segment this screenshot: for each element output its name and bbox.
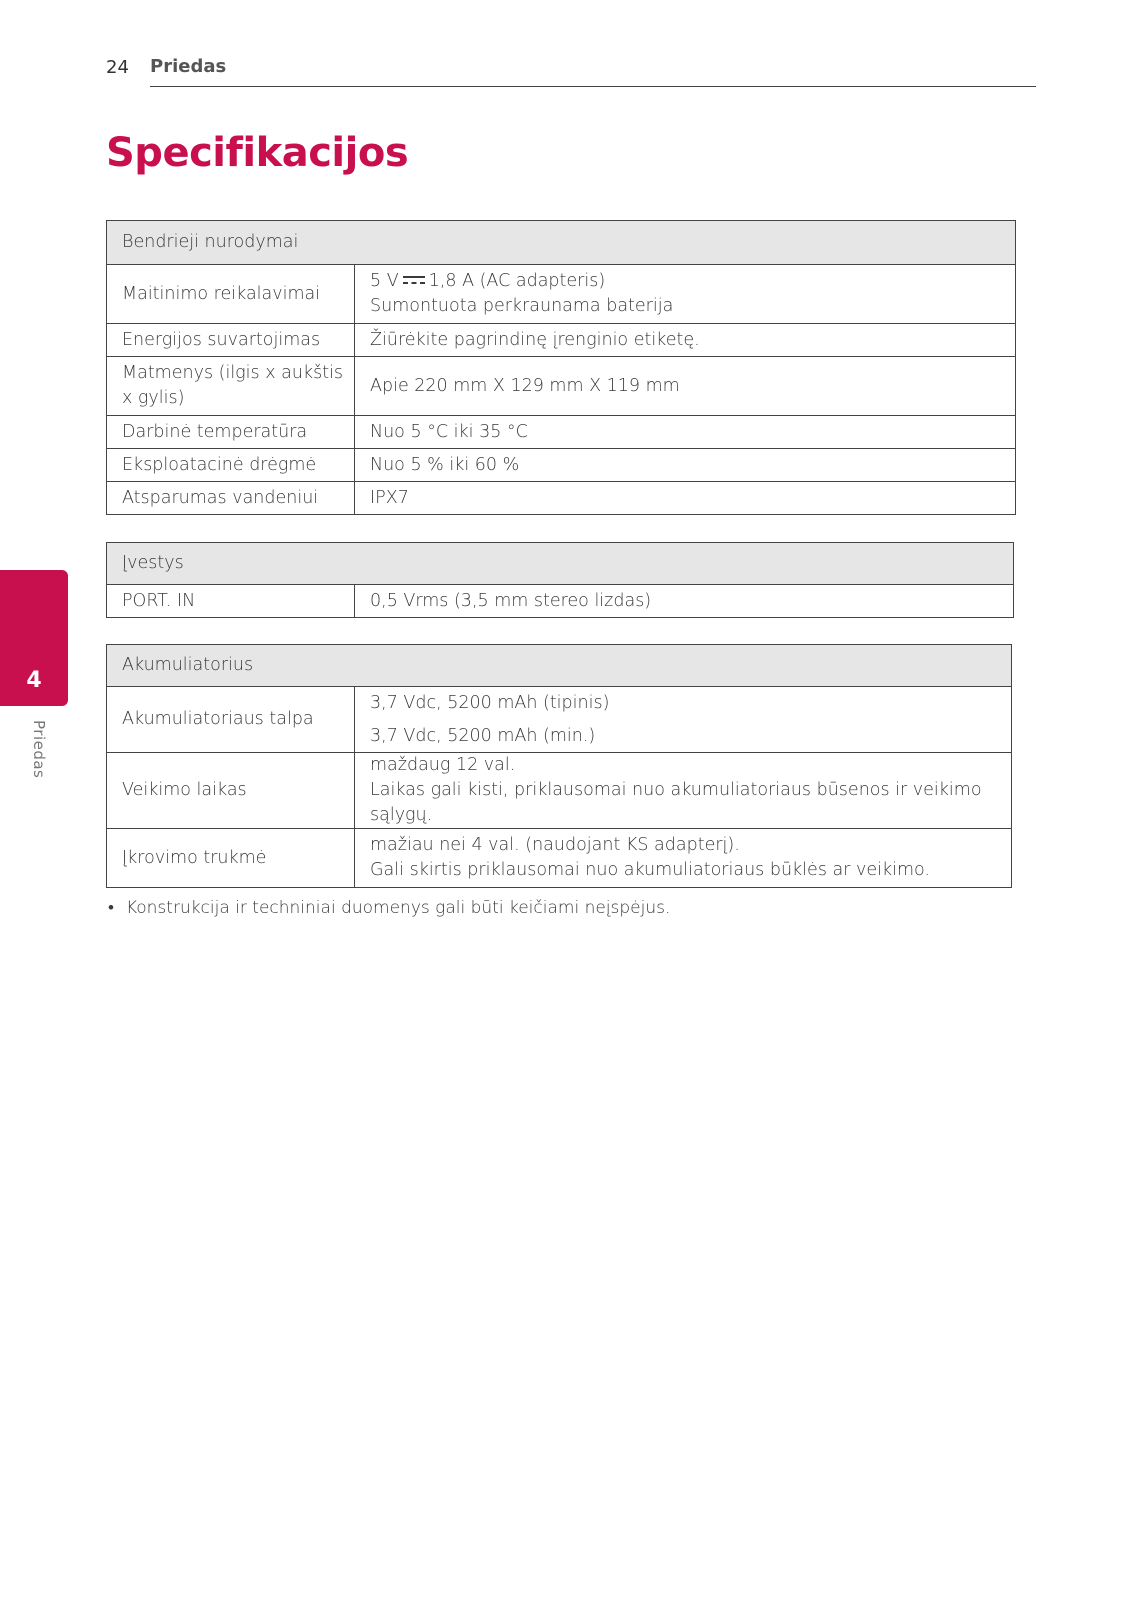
dc-symbol-icon [403,275,425,285]
spec-label: Maitinimo reikalavimai [107,265,355,324]
spec-value [355,687,1012,753]
inputs-spec-table [106,542,1014,618]
spec-value-line: Sumontuota perkraunama baterija [370,296,674,316]
spec-label: Matmenys (ilgis x aukštis x gylis) [107,357,355,416]
voltage-value: 5 V [370,271,399,291]
table-header-row [107,221,1016,265]
table-row [107,829,1012,888]
table-row [107,687,1012,753]
table-row [107,324,1016,357]
battery-spec-table [106,644,1012,888]
general-spec-table [106,220,1016,515]
spec-value: Nuo 5 °C iki 35 °C [355,416,1016,449]
header-divider [150,86,1036,87]
table-row [107,265,1016,324]
page-number: 24 [106,57,129,78]
chapter-number: 4 [26,668,42,693]
spec-value [355,753,1012,829]
table-row [107,449,1016,482]
spec-label: Eksploatacinė drėgmė [107,449,355,482]
table-row [107,357,1016,416]
page-header [106,56,1036,88]
table-row [107,585,1014,618]
spec-value: 0,5 Vrms (3,5 mm stereo lizdas) [355,585,1014,618]
table-header-row [107,543,1014,585]
table-heading: Bendrieji nurodymai [107,221,1016,265]
table-row [107,753,1012,829]
note-bullet-item [108,898,670,918]
page-title: Specifikacijos [106,130,409,176]
spec-value-line: Laikas gali kisti, priklausomai nuo akumuliatoriaus būsenos ir veikimo sąlygų. [370,780,982,825]
spec-label: Energijos suvartojimas [107,324,355,357]
spec-value-line [370,269,1015,294]
chapter-label: Priedas [30,720,48,779]
spec-label: Akumuliatoriaus talpa [107,687,355,753]
spec-value: Žiūrėkite pagrindinę įrenginio etiketę. [355,324,1016,357]
table-row [107,482,1016,515]
page-section-title: Priedas [150,56,227,77]
spec-label: Darbinė temperatūra [107,416,355,449]
note-text: Konstrukcija ir techniniai duomenys gali būti keičiami neįspėjus. [125,898,671,918]
bullet-icon: • [108,898,114,918]
current-value: 1,8 A (AC adapteris) [428,271,606,291]
spec-value-line: Gali skirtis priklausomai nuo akumuliatoriaus būklės ar veikimo. [370,860,930,880]
spec-label: Įkrovimo trukmė [107,829,355,888]
spec-value-line: maždaug 12 val. [370,755,516,775]
spec-value-line: mažiau nei 4 val. (naudojant KS adapterį). [370,835,740,855]
spec-label: Veikimo laikas [107,753,355,829]
spec-value: IPX7 [355,482,1016,515]
table-heading: Akumuliatorius [107,645,1012,687]
spec-label: PORT. IN [107,585,355,618]
spec-value: Apie 220 mm X 129 mm X 119 mm [355,357,1016,416]
spec-value [355,265,1016,324]
chapter-tab [0,570,68,706]
spec-label: Atsparumas vandeniui [107,482,355,515]
table-header-row [107,645,1012,687]
spec-value-line: 3,7 Vdc, 5200 mAh (min.) [370,725,596,746]
table-row [107,416,1016,449]
spec-value [355,829,1012,888]
spec-value-line: 3,7 Vdc, 5200 mAh (tipinis) [370,692,610,713]
spec-value: Nuo 5 % iki 60 % [355,449,1016,482]
table-heading: Įvestys [107,543,1014,585]
